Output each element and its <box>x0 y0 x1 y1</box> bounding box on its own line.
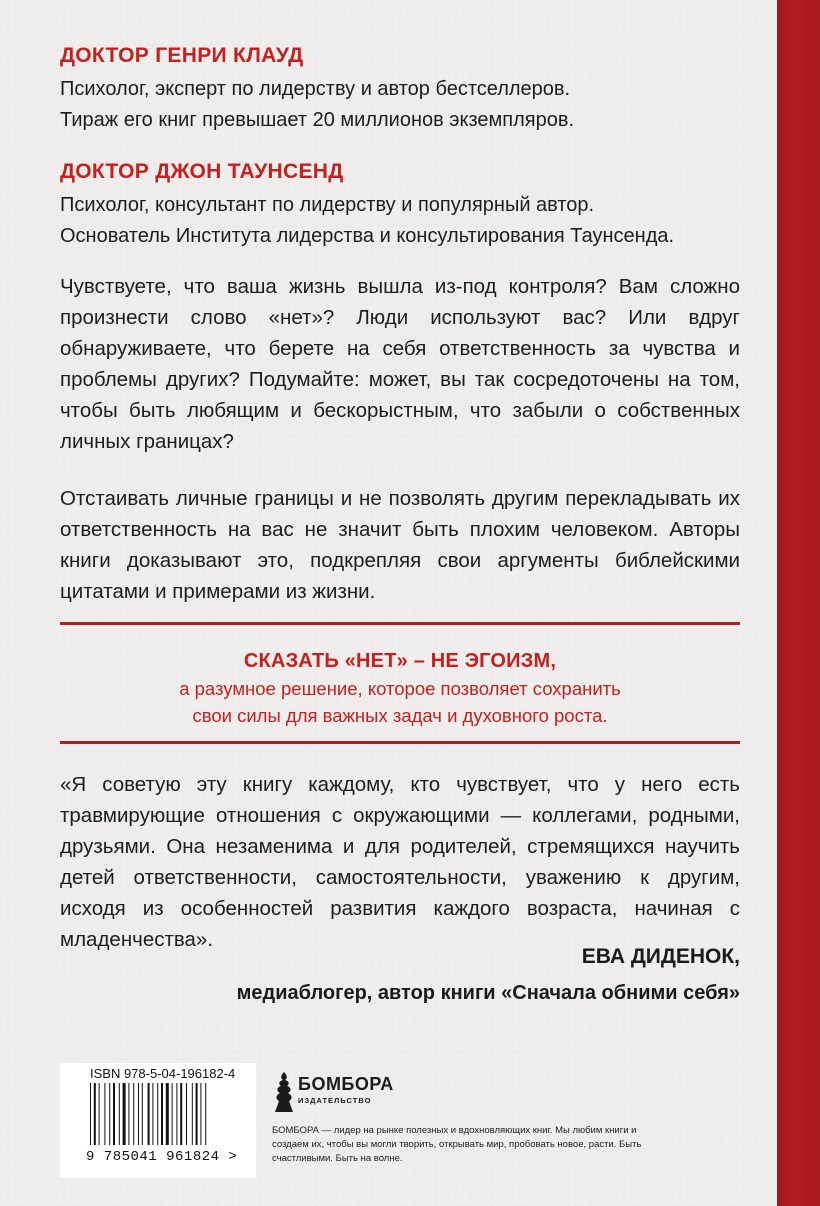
author-2-description <box>60 190 674 252</box>
slogan-headline: СКАЗАТЬ «НЕТ» – НЕ ЭГОИЗМ, <box>243 650 557 672</box>
testimonial-quote: «Я советую эту книгу каждому, кто чувствует, что у него есть травмирующие отношения с окружающими — коллегами, родными, друзьями. Она незаменима и для родителей, стремящихся научить детей ответственности, самостоятельности, уважению к другим, исходя из особенностей развития каждого возраста, начиная с младенчества». <box>60 773 740 951</box>
red-spine-strip <box>777 0 820 1206</box>
author-2-line-1: Психолог, консультант по лидерству и популярный автор. <box>60 194 595 216</box>
author-1-description <box>60 74 574 136</box>
author-1-line-1: Психолог, эксперт по лидерству и автор бестселлеров. <box>60 78 571 100</box>
publisher-logo-icon <box>272 1070 296 1114</box>
author-1-name: ДОКТОР ГЕНРИ КЛАУД <box>60 44 304 67</box>
publisher-logo-sub: ИЗДАТЕЛЬСТВО <box>298 1096 372 1105</box>
testimonial-author: ЕВА ДИДЕНОК, <box>581 945 740 968</box>
publisher-logo-name: БОМБОРА <box>298 1074 394 1094</box>
barcode-bars <box>90 1083 240 1149</box>
publisher-description: БОМБОРА — лидер на рынке полезных и вдохновляющих книг. Мы любим книги и создаем их, чтобы вы могли творить, открывать мир, пробовать новое, расти. Быть счастливыми. Быть на волне. <box>272 1125 642 1164</box>
isbn-label: ISBN 978-5-04-196182-4 <box>90 1066 236 1081</box>
barcode <box>60 1063 256 1178</box>
testimonial-author-role: медиаблогер, автор книги «Сначала обними себя» <box>236 982 740 1004</box>
blurb-paragraph-1: Чувствуете, что ваша жизнь вышла из-под контроля? Вам сложно произнести слово «нет»? Люди используют вас? Или вдруг обнаруживаете, что берете на себя ответственность за чувства и проблемы других? Подумайте: может, вы так сосредоточены на том, чтобы быть любящим и бескорыстным, что забыли о собственных личных границах? <box>60 275 740 453</box>
author-2-line-2: Основатель Института лидерства и консультирования Таунсенда. <box>60 225 675 247</box>
slogan-line-2: свои силы для важных задач и духовного роста. <box>192 705 608 726</box>
barcode-digits: 9 785041 961824 > <box>86 1149 238 1165</box>
slogan-line-1: а разумное решение, которое позволяет сохранить <box>179 678 621 699</box>
author-2-name: ДОКТОР ДЖОН ТАУНСЕНД <box>60 160 344 183</box>
blurb-paragraph-2: Отстаивать личные границы и не позволять другим перекладывать их ответственность на вас не значит быть плохим человеком. Авторы книги доказывают это, подкрепляя свои аргументы библейскими цитатами и примерами из жизни. <box>60 487 740 603</box>
publisher-logo <box>272 1070 412 1120</box>
author-1-line-2: Тираж его книг превышает 20 миллионов экземпляров. <box>60 109 575 131</box>
divider-bottom <box>60 741 740 744</box>
slogan-block <box>60 647 740 729</box>
divider-top <box>60 622 740 625</box>
